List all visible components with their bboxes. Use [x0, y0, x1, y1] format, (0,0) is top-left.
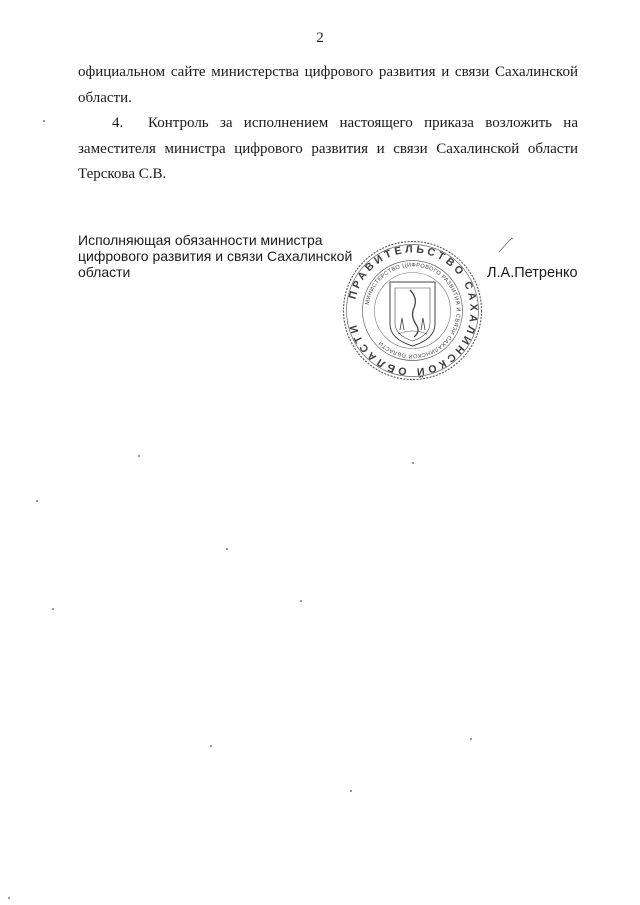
signature-stroke-icon: [496, 236, 516, 256]
seal-outer-text: ПРАВИТЕЛЬСТВО САХАЛИНСКОЙ ОБЛАСТИ: [346, 243, 480, 378]
item-number: 4.: [112, 115, 124, 131]
scan-noise-dot: [226, 548, 228, 550]
scan-noise-dot: [52, 608, 54, 610]
scan-noise-dot: [138, 455, 140, 457]
official-seal-icon: [340, 238, 485, 383]
signer-position: Исполняющая обязанности министра цифрового развития и связи Сахалинской области: [78, 232, 353, 280]
scan-noise-dot: [300, 600, 302, 602]
scan-noise-dot: [412, 462, 414, 464]
list-item-4: [78, 111, 578, 188]
paragraph-continuation: официальном сайте министерства цифрового развития и связи Сахалинской области.: [78, 64, 578, 106]
scan-noise-dot: [8, 897, 10, 899]
coat-of-arms-icon: [390, 282, 435, 346]
signer-name: Л.А.Петренко: [487, 265, 578, 281]
page-number: 2: [316, 30, 324, 46]
scan-noise-dot: [210, 745, 212, 747]
scan-noise-dot: [350, 790, 352, 792]
scan-noise-dot: [36, 500, 38, 502]
item-text: Контроль за исполнением настоящего приказа возложить на заместителя министра цифрового развития и связи Сахалинской области Терскова С.В.: [78, 115, 578, 182]
scan-noise-dot: [470, 738, 472, 740]
document-body: [78, 60, 578, 188]
seal-inner-text: МИНИСТЕРСТВО ЦИФРОВОГО РАЗВИТИЯ И СВЯЗИ САХАЛИНСКОЙ ОБЛАСТИ: [364, 262, 461, 359]
scan-noise-dot: [43, 120, 45, 122]
